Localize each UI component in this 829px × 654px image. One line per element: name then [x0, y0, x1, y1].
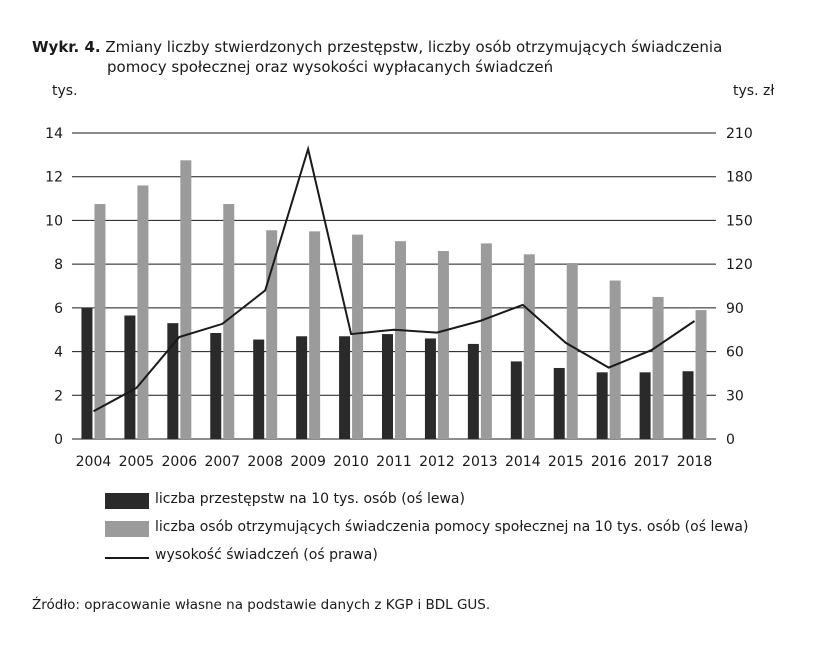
legend-label-crimes: liczba przestępstw na 10 tys. osób (oś lewa): [155, 491, 465, 507]
bar-crimes: [554, 368, 565, 439]
x-tick-label: 2007: [204, 454, 241, 470]
x-tick-label: 2011: [376, 454, 412, 470]
bar-crimes: [124, 316, 135, 439]
bar-crimes: [683, 371, 694, 439]
y-right-ticks: [726, 126, 753, 448]
y-left-tick-label: 2: [54, 388, 63, 405]
x-tick-label: 2004: [75, 454, 112, 470]
bar-beneficiaries: [266, 230, 277, 439]
figure-label: Wykr. 4.: [32, 38, 101, 56]
x-tick-label: 2005: [118, 454, 155, 470]
y-right-tick-label: 120: [726, 257, 753, 274]
y-left-tick-label: 12: [45, 169, 63, 186]
y-left-tick-label: 0: [54, 432, 63, 448]
bar-crimes: [339, 336, 350, 439]
y-left-ticks: [45, 126, 63, 448]
y-left-tick-label: 10: [45, 213, 63, 230]
bar-beneficiaries: [653, 297, 664, 439]
bar-crimes: [210, 333, 221, 439]
x-tick-label: 2016: [590, 454, 627, 470]
x-tick-label: 2010: [333, 454, 369, 470]
bar-crimes: [382, 334, 393, 439]
y-left-tick-label: 6: [54, 300, 63, 317]
legend-swatch-benefit-amount: [105, 557, 149, 559]
bar-beneficiaries: [524, 254, 535, 439]
x-tick-label: 2014: [504, 454, 541, 470]
legend-label-benefit-amount: wysokość świadczeń (oś prawa): [155, 547, 378, 563]
title-line-1: Zmiany liczby stwierdzonych przestępstw, liczby osób otrzymujących świadczenia: [105, 38, 723, 56]
bar-beneficiaries: [94, 204, 105, 439]
bar-crimes: [253, 340, 264, 439]
x-tick-label: 2015: [547, 454, 584, 470]
x-tick-label: 2009: [290, 454, 326, 470]
bar-crimes: [468, 344, 479, 439]
bar-crimes: [511, 361, 522, 439]
bar-beneficiaries: [696, 310, 707, 439]
y-right-axis-label: tys. zł: [733, 83, 775, 99]
y-right-tick-label: 180: [726, 169, 753, 186]
bar-crimes: [640, 372, 651, 439]
bar-beneficiaries: [352, 235, 363, 439]
legend-label-beneficiaries: liczba osób otrzymujących świadczenia pomocy społecznej na 10 tys. osób (oś lewa): [155, 519, 749, 535]
bar-beneficiaries: [610, 281, 621, 439]
x-tick-label: 2008: [247, 454, 284, 470]
bar-crimes: [296, 336, 307, 439]
y-left-tick-label: 14: [45, 126, 63, 142]
bar-beneficiaries: [395, 241, 406, 439]
x-tick-label: 2013: [462, 454, 498, 470]
x-ticks: [76, 454, 713, 470]
legend-swatch-crimes: [105, 493, 149, 509]
y-right-tick-label: 90: [726, 300, 744, 317]
bar-beneficiaries: [309, 231, 320, 439]
title-line-2: pomocy społecznej oraz wysokości wypłacanych świadczeń: [107, 58, 554, 76]
bar-beneficiaries: [137, 185, 148, 439]
y-right-tick-label: 0: [726, 432, 735, 448]
bar-beneficiaries: [438, 251, 449, 439]
y-right-tick-label: 210: [726, 126, 753, 142]
bars: [81, 160, 706, 439]
x-tick-label: 2017: [633, 454, 670, 470]
x-tick-label: 2006: [161, 454, 198, 470]
y-left-tick-label: 8: [54, 257, 63, 274]
x-tick-label: 2018: [676, 454, 713, 470]
source-note: Źródło: opracowanie własne na podstawie danych z KGP i BDL GUS.: [32, 597, 491, 613]
bar-beneficiaries: [180, 160, 191, 439]
y-left-tick-label: 4: [54, 344, 63, 361]
y-left-axis-label: tys.: [52, 83, 78, 99]
bar-beneficiaries: [567, 263, 578, 439]
bar-crimes: [81, 308, 92, 439]
bar-crimes: [425, 338, 436, 439]
bar-beneficiaries: [481, 243, 492, 439]
y-right-tick-label: 60: [726, 344, 744, 361]
bar-crimes: [597, 372, 608, 439]
y-right-tick-label: 150: [726, 213, 753, 230]
legend-swatch-beneficiaries: [105, 521, 149, 537]
y-right-tick-label: 30: [726, 388, 744, 405]
x-tick-label: 2012: [419, 454, 455, 470]
